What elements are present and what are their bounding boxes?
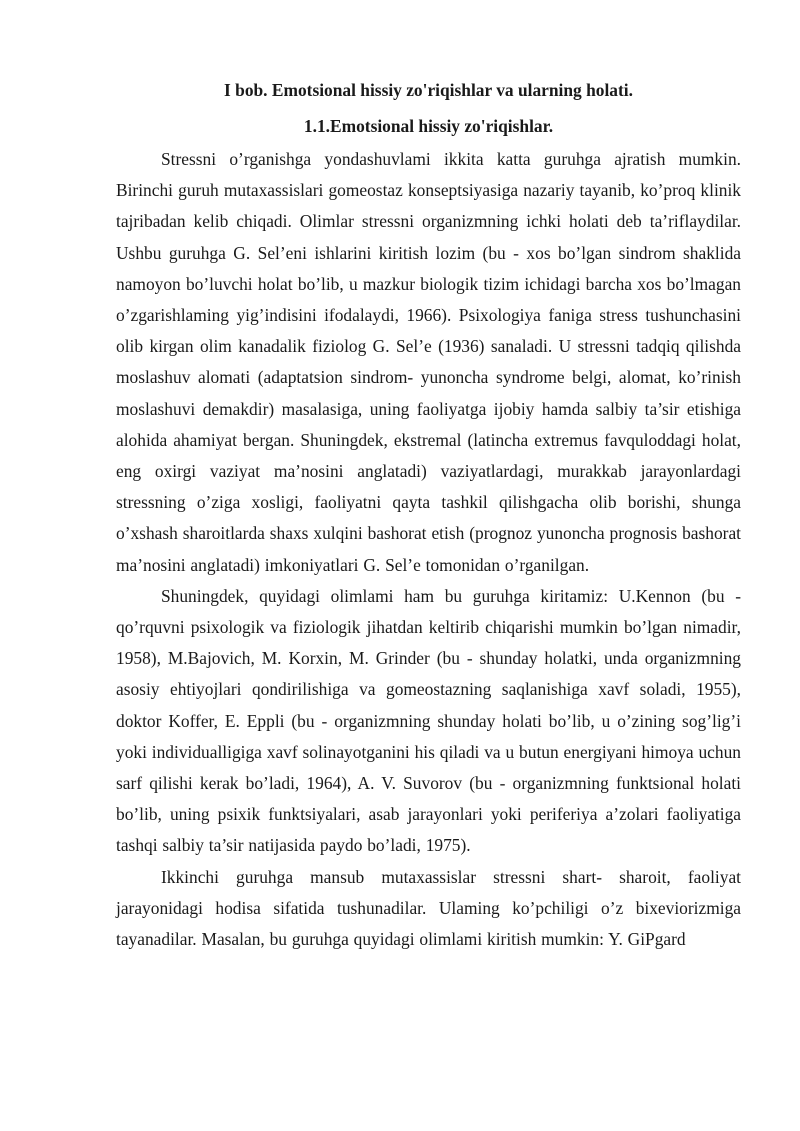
- paragraph-2: Shuningdek, quyidagi olimlami ham bu guruhga kiritamiz: U.Kennon (bu - qo’rquvni psixologik va fiziologik jihatdan keltirib chiqarishi mumkin bo’lgan nimadir, 1958), M.Bajovich, M. Korxin, M. Grinder (bu - shunday holatki, unda organizmning asosiy ehtiyojlari qondirilishiga va gomeostazning saqlanishiga xavf soladi, 1955), doktor Koffer, E. Eppli (bu - organizmning shunday holati bo’lib, u o’zining sog’lig’i yoki individualligiga xavf solinayotganini his qiladi va u butun energiyani himoya uchun sarf qilishi kerak bo’ladi, 1964), A. V. Suvorov (bu - organizmning funktsional holati bo’lib, uning psixik funktsiyalari, asab jarayonlari yoki periferiya a’zolari faoliyatiga tashqi salbiy ta’sir natijasida paydo bo’ladi, 1975).: [116, 585, 741, 856]
- chapter-title: I bob. Emotsional hissiy zo'riqishlar va ularning holati.: [224, 80, 633, 100]
- paragraph-1: Stressni o’rganishga yondashuvlami ikkita katta guruhga ajratish mumkin. Birinchi guruh mutaxassislari gomeostaz konseptsiyasiga nazariy tayanib, ko’proq klinik tajribadan kelib chiqadi. Olimlar stressni organizmning ichki holati deb ta’riflaydilar. Ushbu guruhga G. Sel’eni ishlarini kiritish lozim (bu - xos bo’lgan sindrom shaklida namoyon bo’luvchi holat bo’lib, u mazkur biologik tizim ichidagi barcha xos bo’lmagan o’zgarishlaming yig’indisini ifodalaydi, 1966). Psixologiya faniga stress tushunchasini olib kirgan olim kanadalik fiziolog G. Sel’e (1936) sanaladi. U stressni tadqiq qilishda moslashuv alomati (adaptatsion sindrom- yunoncha syndrome belgi, alomat, ko’rinish moslashuvi demakdir) masalasiga, uning faoliyatga ijobiy hamda salbiy ta’sir etishiga alohida ahamiyat bergan. Shuningdek, ekstremal (latincha extremus favquloddagi holat, eng oxirgi vaziyat ma’nosini anglatadi) vaziyatlardagi, murakkab jarayonlardagi stressning o’ziga xosligi, faoliyatni qayta tashkil qilishgacha olib borishi, shunga o’xshash sharoitlarda shaxs xulqini bashorat etish (prognoz yunoncha prognosis bashorat ma’nosini anglatadi) imkoniyatlari G. Sel’e tomonidan o’rganilgan.: [116, 149, 741, 575]
- paragraph-3: Ikkinchi guruhga mansub mutaxassislar stressni shart- sharoit, faoliyat jarayonidagi hodisa sifatida tushunadilar. Ulaming ko’pchiligi o’z bixeviorizmiga tayanadilar. Masalan, bu guruhga quyidagi olimlami kiritish mumkin: Y. GiPgard: [116, 866, 741, 950]
- document-page: [116, 72, 741, 955]
- section-title: 1.1.Emotsional hissiy zo'riqishlar.: [303, 116, 554, 136]
